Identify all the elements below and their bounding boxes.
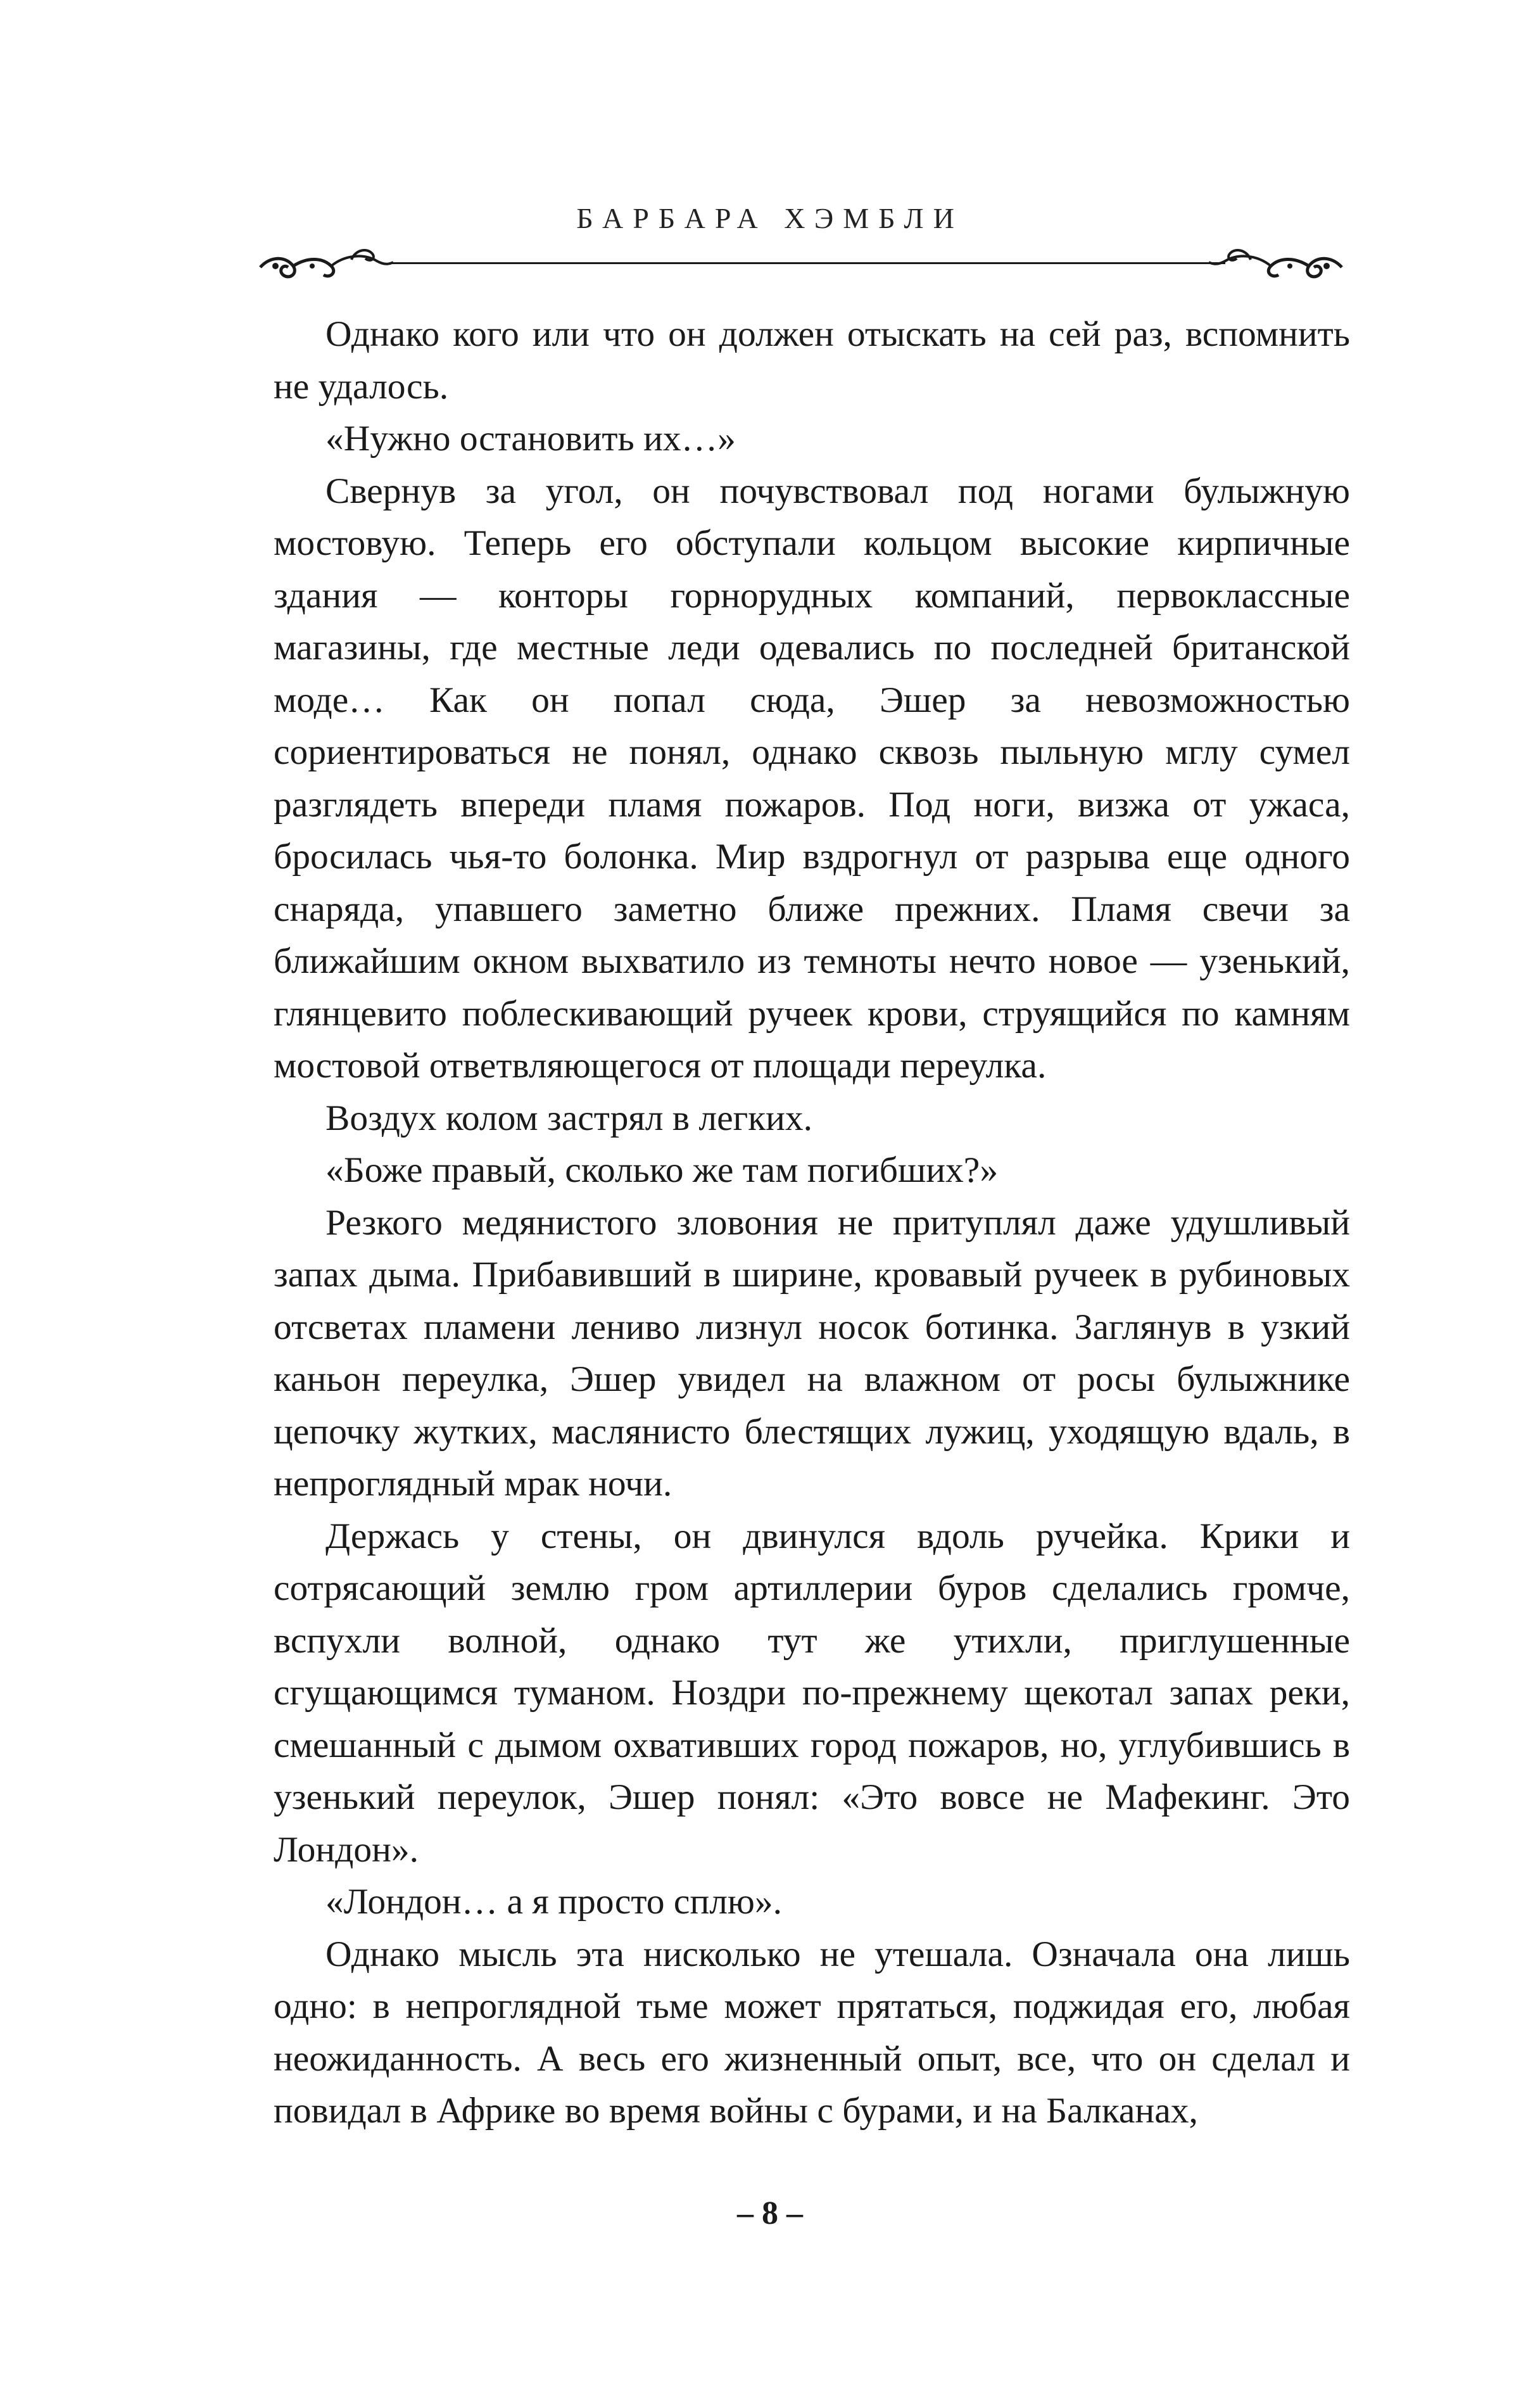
page-number: – 8 – [737,2195,803,2231]
paragraph-2: «Нужно остановить их…» [325,419,736,459]
paragraph-5: «Боже правый, сколько же там погибших?» [325,1150,999,1190]
ornament-right-icon [1206,231,1346,288]
paragraph-3: Свернув за угол, он почувствовал под ногами булыжную мостовую. Теперь его обступали кольцом высокие кирпичные здания — конторы горнорудных компаний, первоклассные магазины, где местные леди одевались по последней британской моде… Как он попал сюда, Эшер за невозможностью сориентироваться не понял, однако сквозь пыльную мглу сумел разглядеть впереди пламя пожаров. Под ноги, визжа от ужаса, бросилась чья-то болонка. Мир вздрогнул от разрыва еще одного снаряда, упавшего заметно ближе прежних. Пламя свечи за ближайшим окном выхватило из темноты нечто новое — узенький, глянцевито поблескивающий ручеек крови, струящийся по камням мостовой ответвляющегося от площади переулка. [274,471,1350,1086]
ornament-left-icon [256,231,396,288]
paragraph-7: Держась у стены, он двинулся вдоль ручейка. Крики и сотрясающий землю гром артиллерии буров сделались громче, вспухли волной, однако тут же утихли, приглушенные сгущающимся туманом. Ноздри по-прежнему щекотал запах реки, смешанный с дымом охвативших город пожаров, но, углубившись в узенький переулок, Эшер понял: «Это вовсе не Мафекинг. Это Лондон». [274,1516,1350,1870]
paragraph-9: Однако мысль эта нисколько не утешала. Означала она лишь одно: в непроглядной тьме может прятаться, поджидая его, любая неожиданность. А весь его жизненный опыт, все, что он сделал и повидал в Африке во время войны с бурами, и на Балканах, [274,1934,1350,2131]
running-header-author: БАРБАРА ХЭМБЛИ [576,202,964,234]
paragraph-4: Воздух колом застрял в легких. [325,1098,813,1138]
paragraph-6: Резкого медянистого зловония не притуплял даже удушливый запах дыма. Прибавивший в ширине, кровавый ручеек в рубиновых отсветах пламени лениво лизнул носок ботинка. Заглянув в узкий каньон переулка, Эшер увидел на влажном от росы булыжнике цепочку жутких, маслянисто блестящих лужиц, уходящую вдаль, в непроглядный мрак ночи. [274,1202,1350,1504]
paragraph-1: Однако кого или что он должен отыскать на сей раз, вспомнить не удалось. [274,314,1350,407]
paragraph-8: «Лондон… а я просто сплю». [325,1882,782,1922]
body-text [274,308,1350,2138]
header-rule [389,262,1225,264]
